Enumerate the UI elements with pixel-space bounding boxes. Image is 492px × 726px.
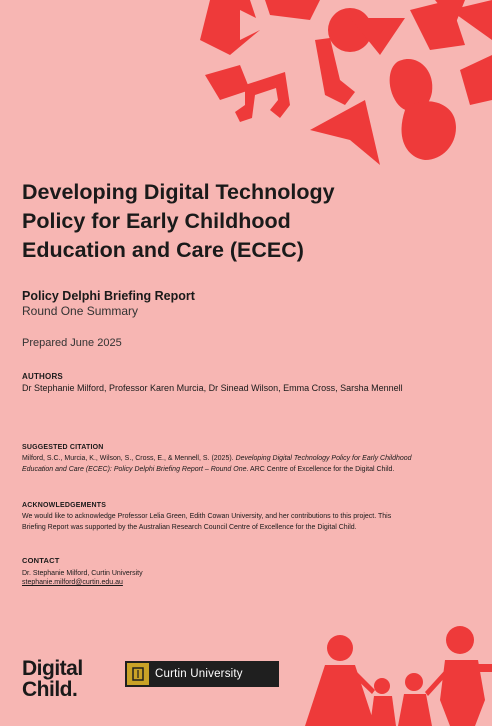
citation-suffix: . ARC Centre of Excellence for the Digital Child. — [246, 465, 395, 473]
contact-name: Dr. Stephanie Milford, Curtin University — [22, 570, 143, 577]
curtin-text: Curtin University — [155, 668, 243, 680]
authors-list: Dr Stephanie Milford, Professor Karen Murcia, Dr Sinead Wilson, Emma Cross, Sarsha Mennell — [22, 383, 403, 393]
contact-label: CONTACT — [22, 556, 60, 565]
crest-icon — [127, 663, 149, 685]
citation-title: Developing Digital Technology Policy for Early Childhood Education and Care (ECEC): Policy Delphi Briefing Report – Round One — [22, 455, 412, 473]
acknowledgements-label: ACKNOWLEDGEMENTS — [22, 502, 107, 509]
curtin-university-logo — [125, 661, 279, 687]
report-title — [22, 178, 382, 265]
guitar-icon — [402, 101, 456, 160]
citation-label: SUGGESTED CITATION — [22, 444, 104, 451]
logo-line: Digital — [22, 657, 83, 680]
prepared-date: Prepared June 2025 — [22, 337, 122, 349]
authors-label: AUTHORS — [22, 372, 63, 381]
family-icon — [300, 620, 492, 726]
crescent-icon — [205, 65, 250, 100]
acknowledgements-text: We would like to acknowledge Professor Lelia Green, Edith Cowan University, and her contributions to this project. This Briefing Report was supported by the Australian Research Council Centre of Excellence for the Digital Child. — [22, 513, 392, 531]
decorative-icons-cluster — [190, 0, 492, 175]
paper-plane-icon — [310, 100, 380, 165]
shape-icon — [265, 0, 320, 20]
citation-text — [22, 454, 414, 475]
title-line: Developing Digital Technology — [22, 180, 335, 204]
report-subtitle: Policy Delphi Briefing Report — [22, 289, 195, 303]
digital-child-logo — [22, 658, 83, 700]
logo-line: Child. — [22, 678, 78, 701]
title-line: Education and Care (ECEC) — [22, 238, 304, 262]
round-summary: Round One Summary — [22, 304, 139, 318]
citation-prefix: Milford, S.C., Murcia, K., Wilson, S., Cross, E., & Mennell, S. (2025). — [22, 455, 236, 462]
contact-email-link[interactable]: stephanie.milford@curtin.edu.au — [22, 579, 123, 586]
title-line: Policy for Early Childhood — [22, 209, 291, 233]
